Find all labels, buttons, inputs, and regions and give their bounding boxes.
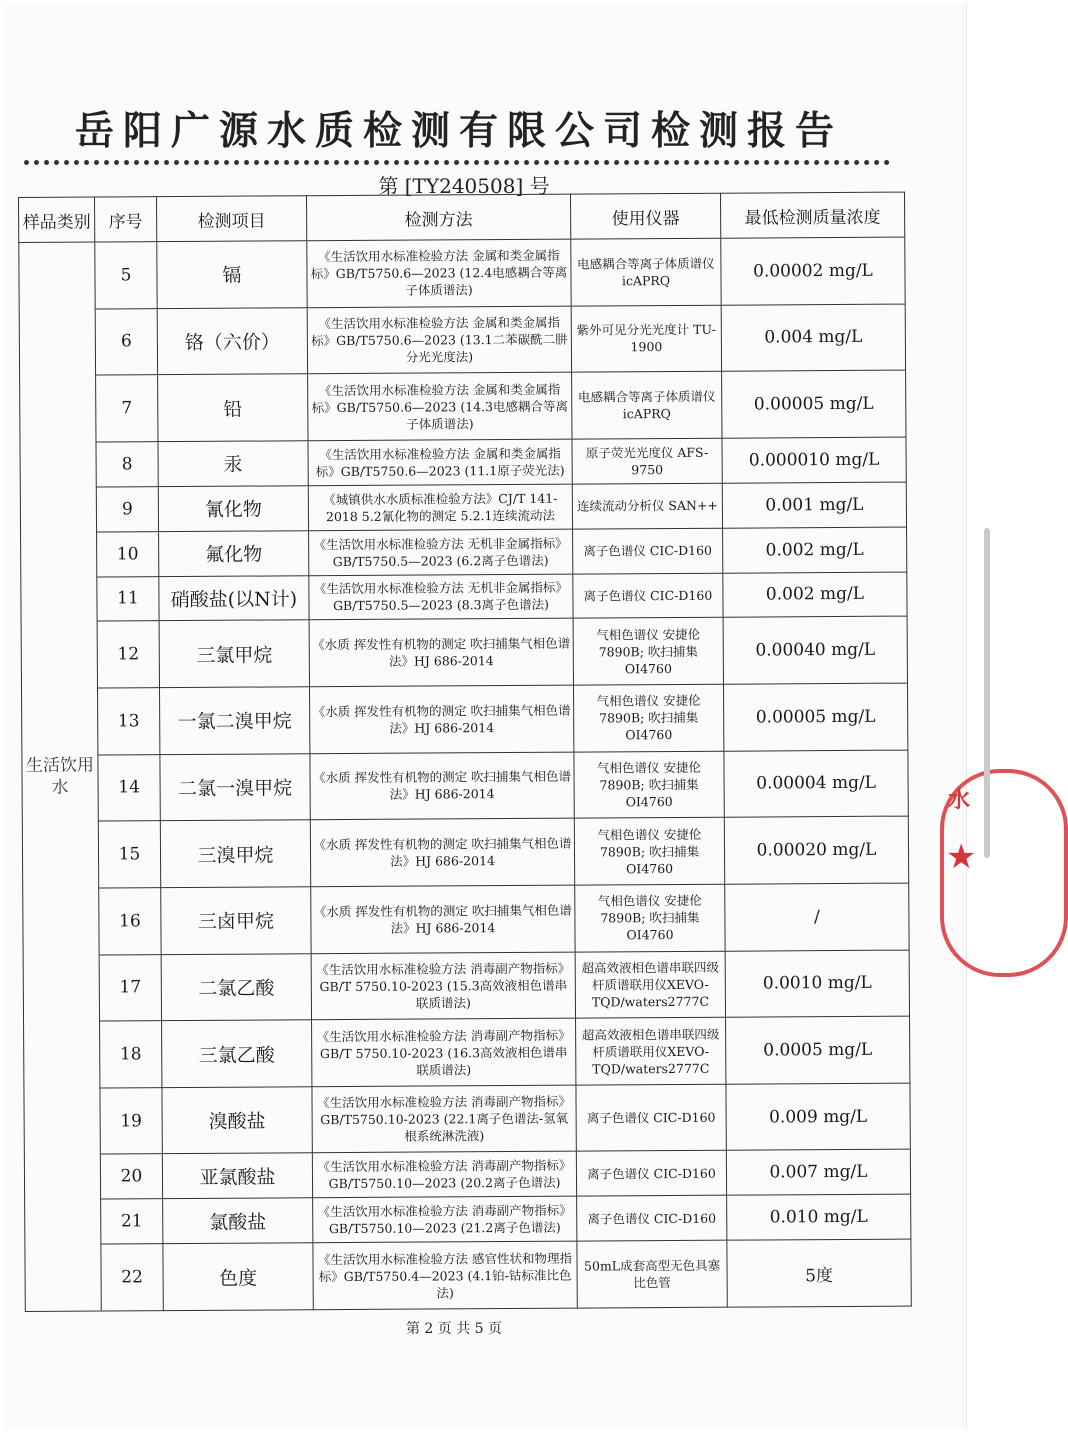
row-number-cell: 19 [100, 1087, 162, 1154]
header-method: 检测方法 [306, 194, 570, 241]
table-row [22, 683, 908, 755]
detection-limit-cell: 0.0005 mg/L [726, 1016, 910, 1084]
detection-limit-cell: 0.009 mg/L [726, 1083, 910, 1151]
test-method-cell: 《生活饮用水标准检验方法 消毒副产物指标》GB/T5750.10—2023 (20.2离子色谱法) [312, 1152, 576, 1198]
dotted-divider [24, 160, 890, 165]
detection-limit-cell: 5度 [727, 1239, 911, 1307]
test-method-cell: 《水质 挥发性有机物的测定 吹扫捕集气相色谱法》HJ 686-2014 [310, 752, 574, 820]
detection-limit-cell: 0.00005 mg/L [723, 683, 907, 751]
company-seal [940, 769, 977, 969]
detection-limit-cell: 0.00005 mg/L [722, 370, 906, 438]
report-title: 岳阳广源水质检测有限公司检测报告 [74, 108, 843, 154]
row-number-cell: 11 [97, 576, 159, 621]
test-method-cell: 《水质 挥发性有机物的测定 吹扫捕集气相色谱法》HJ 686-2014 [310, 818, 574, 886]
test-method-cell: 《生活饮用水标准检验方法 感官性状和物理指标》GB/T5750.4—2023 (4.1铂-钴标准比色法) [313, 1241, 577, 1309]
test-method-cell: 《生活饮用水标准检验方法 消毒副产物指标》GB/T 5750.10-2023 (16.3高效液相色谱串联质谱法) [312, 1018, 576, 1086]
detection-limit-cell: 0.007 mg/L [726, 1150, 910, 1196]
row-number-cell: 14 [98, 754, 160, 821]
row-number-cell: 10 [97, 531, 159, 576]
test-method-cell: 《生活饮用水标准检验方法 金属和类金属指标》GB/T5750.6—2023 (14.3电感耦合等离子体质谱法) [308, 372, 572, 440]
row-number-cell: 18 [100, 1021, 162, 1088]
test-item-cell: 溴酸盐 [162, 1087, 312, 1155]
table-row [20, 370, 906, 442]
detection-limit-cell: 0.00040 mg/L [723, 616, 907, 684]
test-item-cell: 二氯乙酸 [161, 953, 311, 1021]
table-row [20, 437, 906, 487]
header-category: 样品类别 [19, 197, 95, 242]
detection-limit-cell: 0.00002 mg/L [721, 237, 905, 305]
row-number-cell: 21 [101, 1199, 163, 1244]
instrument-cell: 气相色谱仪 安捷伦7890B; 吹扫捕集OI4760 [573, 618, 723, 686]
instrument-cell: 电感耦合等离子体质谱仪 icAPRQ [572, 371, 722, 439]
test-method-cell: 《水质 挥发性有机物的测定 吹扫捕集气相色谱法》HJ 686-2014 [311, 885, 575, 953]
instrument-cell: 紫外可见分光光度计 TU-1900 [571, 305, 721, 373]
page-number: 第 2 页 共 5 页 [405, 1321, 503, 1337]
table-header-row [19, 192, 905, 242]
test-method-cell: 《生活饮用水标准检验方法 无机非金属指标》GB/T5750.5—2023 (8.3离子色谱法) [309, 574, 573, 620]
instrument-cell: 离子色谱仪 CIC-D160 [576, 1151, 726, 1197]
instrument-cell: 电感耦合等离子体质谱仪 icAPRQ [571, 238, 721, 306]
detection-limit-cell: 0.00004 mg/L [724, 750, 908, 818]
row-number-cell: 8 [96, 442, 158, 487]
row-number-cell: 9 [96, 486, 158, 531]
test-item-cell: 三卤甲烷 [161, 887, 311, 955]
header-item: 检测项目 [157, 196, 307, 242]
table-row [25, 1239, 911, 1311]
detection-limit-cell: 0.010 mg/L [727, 1194, 911, 1240]
detection-limit-cell: / [725, 883, 909, 951]
test-item-cell: 三氯乙酸 [162, 1020, 312, 1088]
detection-limit-cell: 0.00020 mg/L [724, 816, 908, 884]
detection-limit-cell: 0.001 mg/L [722, 482, 906, 528]
instrument-cell: 气相色谱仪 安捷伦7890B; 吹扫捕集OI4760 [574, 751, 724, 819]
test-item-cell: 铅 [158, 374, 308, 442]
report-number: 第 [TY240508] 号 [378, 174, 550, 198]
test-item-cell: 铬（六价） [157, 307, 307, 375]
test-method-cell: 《生活饮用水标准检验方法 金属和类金属指标》GB/T5750.6—2023 (13.1二苯碳酰二肼分光光度法) [307, 306, 571, 374]
test-item-cell: 二氯一溴甲烷 [160, 753, 310, 821]
instrument-cell: 离子色谱仪 CIC-D160 [577, 1196, 727, 1242]
seal-star-icon: ★ [946, 837, 977, 877]
instrument-cell: 离子色谱仪 CIC-D160 [573, 573, 723, 619]
test-item-cell: 色度 [163, 1243, 313, 1311]
detection-limit-cell: 0.002 mg/L [723, 572, 907, 618]
instrument-cell: 气相色谱仪 安捷伦7890B; 吹扫捕集OI4760 [573, 684, 723, 752]
test-method-cell: 《水质 挥发性有机物的测定 吹扫捕集气相色谱法》HJ 686-2014 [309, 685, 573, 753]
test-item-cell: 三溴甲烷 [160, 820, 310, 888]
test-method-cell: 《生活饮用水标准检验方法 消毒副产物指标》GB/T5750.10-2023 (22.1离子色谱法-氢氧根系统淋洗液) [312, 1085, 576, 1153]
row-number-cell: 6 [95, 308, 157, 375]
seal-character: 水 [948, 788, 971, 813]
instrument-cell: 超高效液相色谱串联四级杆质谱联用仪XEVO-TQD/waters2777C [575, 951, 725, 1019]
table-row [24, 1016, 910, 1088]
detection-limit-cell: 0.000010 mg/L [722, 437, 906, 483]
test-method-cell: 《生活饮用水标准检验方法 金属和类金属指标》GB/T5750.6—2023 (12.4电感耦合等离子体质谱法) [307, 239, 571, 307]
test-item-cell: 氰化物 [158, 486, 308, 532]
instrument-cell: 超高效液相色谱串联四级杆质谱联用仪XEVO-TQD/waters2777C [576, 1017, 726, 1085]
instrument-cell: 离子色谱仪 CIC-D160 [576, 1084, 726, 1152]
row-number-cell: 22 [101, 1244, 163, 1311]
header-number: 序号 [95, 197, 157, 242]
instrument-cell: 气相色谱仪 安捷伦7890B; 吹扫捕集OI4760 [574, 817, 724, 885]
header-instrument: 使用仪器 [570, 193, 720, 239]
detection-limit-cell: 0.0010 mg/L [725, 950, 909, 1018]
test-item-cell: 氟化物 [159, 530, 309, 576]
report-page [4, 4, 977, 1429]
detection-limit-cell: 0.002 mg/L [723, 527, 907, 573]
instrument-cell: 离子色谱仪 CIC-D160 [573, 528, 723, 574]
test-method-cell: 《水质 挥发性有机物的测定 吹扫捕集气相色谱法》HJ 686-2014 [309, 618, 573, 686]
sample-category-cell: 生活饮用水 [19, 242, 102, 1311]
test-item-cell: 镉 [157, 241, 307, 309]
table-row [21, 616, 907, 688]
table-row [21, 527, 907, 577]
detection-limit-cell: 0.004 mg/L [721, 304, 905, 372]
row-number-cell: 5 [95, 242, 157, 309]
table-row [24, 1150, 910, 1200]
row-number-cell: 15 [98, 821, 160, 888]
table-row [23, 883, 909, 955]
row-number-cell: 17 [99, 954, 161, 1021]
row-number-cell: 20 [100, 1154, 162, 1199]
row-number-cell: 7 [96, 375, 158, 442]
table-row [19, 304, 905, 376]
table-row [19, 237, 905, 309]
table-row [20, 482, 906, 532]
table-body [19, 237, 912, 1311]
test-method-cell: 《城镇供水水质标准检验方法》CJ/T 141-2018 5.2氰化物的测定 5.2.1连续流动法 [308, 484, 572, 530]
header-concentration: 最低检测质量浓度 [720, 192, 904, 238]
test-method-cell: 《生活饮用水标准检验方法 金属和类金属指标》GB/T5750.6—2023 (11.1原子荧光法) [308, 439, 572, 485]
instrument-cell: 50mL成套高型无色具塞比色管 [577, 1240, 727, 1308]
table-row [22, 750, 908, 822]
test-item-cell: 一氯二溴甲烷 [159, 687, 309, 755]
table-row [21, 572, 907, 622]
table-row [22, 816, 908, 888]
table-row [25, 1194, 911, 1244]
row-number-cell: 13 [98, 688, 160, 755]
vertical-scrollbar[interactable] [984, 528, 990, 858]
test-items-table [18, 192, 912, 1312]
test-method-cell: 《生活饮用水标准检验方法 无机非金属指标》GB/T5750.5—2023 (6.2离子色谱法) [309, 529, 573, 575]
test-item-cell: 三氯甲烷 [159, 620, 309, 688]
instrument-cell: 气相色谱仪 安捷伦7890B; 吹扫捕集OI4760 [575, 884, 725, 952]
test-method-cell: 《生活饮用水标准检验方法 消毒副产物指标》GB/T5750.10—2023 (21.2离子色谱法) [313, 1196, 577, 1242]
table-row [24, 1083, 910, 1155]
instrument-cell: 原子荧光光度仪 AFS-9750 [572, 438, 722, 484]
instrument-cell: 连续流动分析仪 SAN++ [572, 483, 722, 529]
row-number-cell: 12 [97, 621, 159, 688]
test-item-cell: 亚氯酸盐 [162, 1153, 312, 1199]
row-number-cell: 16 [99, 888, 161, 955]
test-item-cell: 汞 [158, 441, 308, 487]
table-row [23, 950, 909, 1022]
test-item-cell: 氯酸盐 [163, 1198, 313, 1244]
test-item-cell: 硝酸盐(以N计) [159, 575, 309, 621]
test-method-cell: 《生活饮用水标准检验方法 消毒副产物指标》GB/T 5750.10-2023 (15.3高效液相色谱串联质谱法) [311, 952, 575, 1020]
